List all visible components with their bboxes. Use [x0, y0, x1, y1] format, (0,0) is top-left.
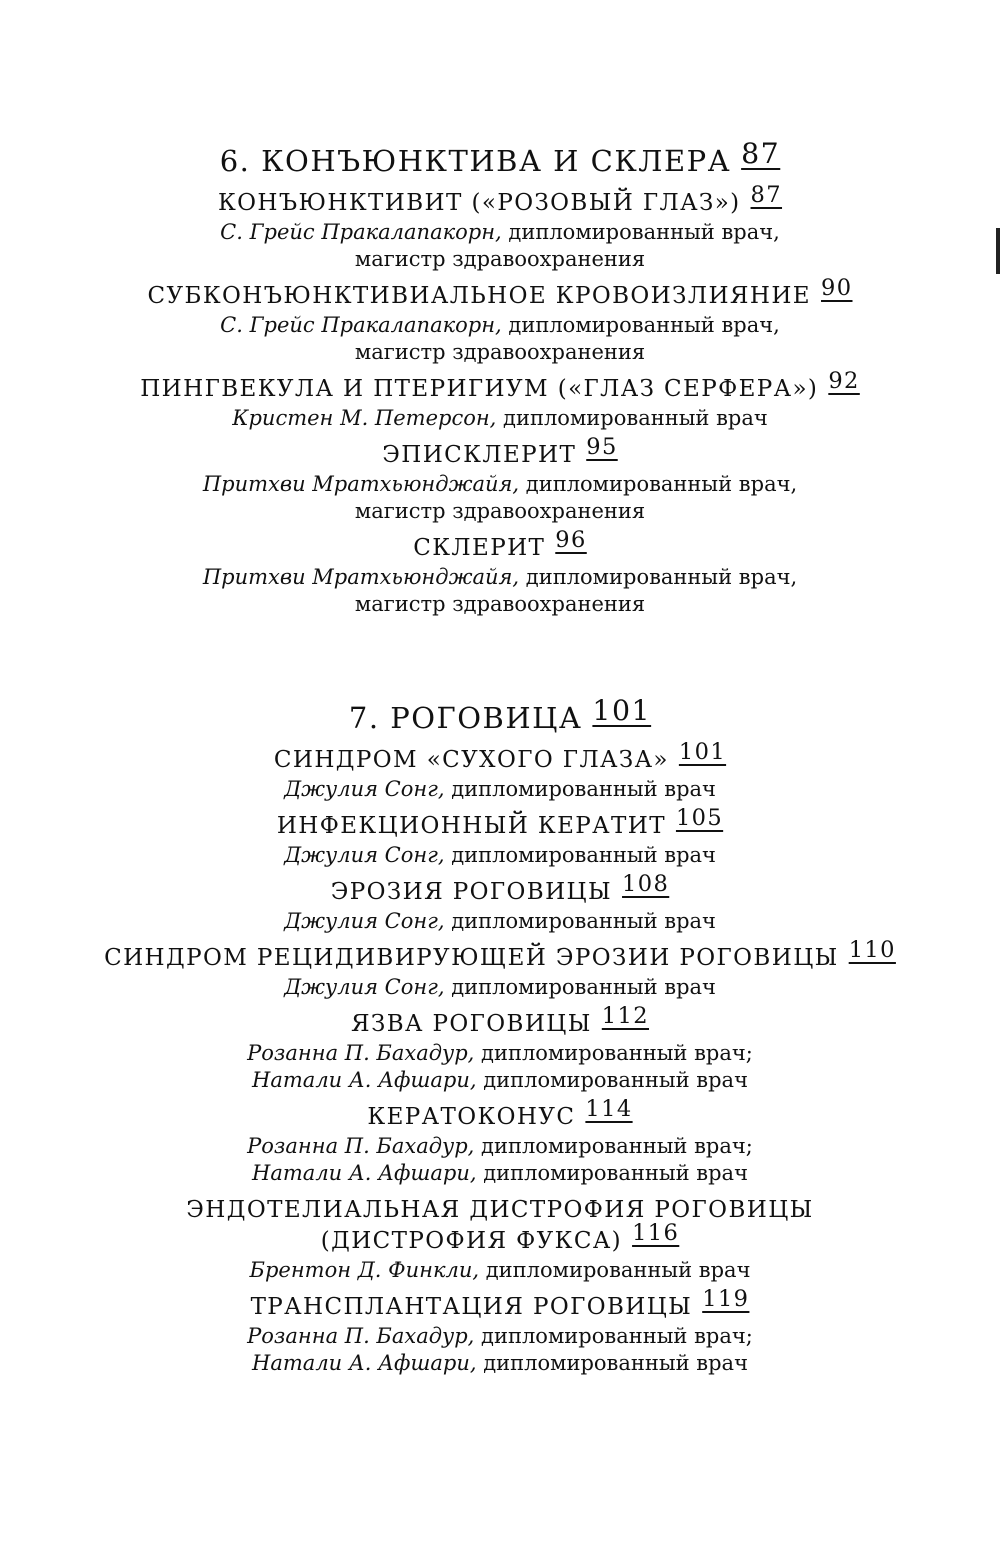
author-credential-extra: магистр здравоохранения	[354, 592, 646, 616]
author-name: Розанна П. Бахадур,	[247, 1324, 475, 1348]
entry-authors	[0, 974, 1000, 1001]
entry-title: СКЛЕРИТ 96	[413, 527, 587, 561]
entry-authors	[0, 1323, 1000, 1377]
author-credential: дипломированный врач,	[525, 472, 798, 496]
author-credential: дипломированный врач	[451, 843, 716, 867]
author-credential: дипломированный врач,	[508, 220, 780, 244]
author-name: Розанна П. Бахадур,	[247, 1134, 475, 1158]
author-credential: дипломированный врач	[451, 777, 716, 801]
page-number[interactable]: 108	[622, 871, 670, 897]
author-credential: дипломированный врач	[483, 1161, 748, 1185]
section-title: 7. РОГОВИЦА 101	[348, 694, 652, 735]
page-number[interactable]: 96	[555, 527, 587, 553]
author-credential: дипломированный врач,	[508, 313, 780, 337]
toc-entry	[0, 739, 1000, 803]
entry-title: ЯЗВА РОГОВИЦЫ 112	[350, 1003, 650, 1037]
page-number[interactable]: 101	[592, 694, 652, 727]
author-credential: дипломированный врач;	[481, 1041, 753, 1065]
toc-entry	[0, 368, 1000, 432]
entry-title: СУБКОНЪЮНКТИВИАЛЬНОЕ КРОВОИЗЛИЯНИЕ 90	[147, 275, 853, 309]
page-number[interactable]: 95	[586, 434, 618, 460]
entry-authors	[0, 842, 1000, 869]
page-number[interactable]: 101	[678, 739, 727, 765]
section-title: 6. КОНЪЮНКТИВА И СКЛЕРА 87	[219, 137, 781, 178]
entry-authors	[0, 776, 1000, 803]
entry-authors	[0, 564, 1000, 618]
toc-entry	[0, 527, 1000, 618]
page-number[interactable]: 92	[828, 368, 860, 394]
toc-entry	[0, 1096, 1000, 1187]
entry-authors	[0, 1133, 1000, 1187]
entry-title: КОНЪЮНКТИВИТ («РОЗОВЫЙ ГЛАЗ») 87	[217, 182, 783, 216]
toc-entry	[0, 805, 1000, 869]
author-name: Розанна П. Бахадур,	[247, 1041, 475, 1065]
author-name: Брентон Д. Финкли,	[249, 1258, 480, 1282]
section-6	[0, 137, 1000, 618]
page-number[interactable]: 87	[750, 182, 783, 208]
author-credential: дипломированный врач	[451, 975, 716, 999]
entry-title: ИНФЕКЦИОННЫЙ КЕРАТИТ 105	[276, 805, 724, 839]
author-name: Кристен М. Петерсон,	[232, 406, 497, 430]
page-number[interactable]: 105	[675, 805, 724, 831]
page-edge-mark	[996, 228, 1000, 274]
entry-title: ПИНГВЕКУЛА И ПТЕРИГИУМ («ГЛАЗ СЕРФЕРА») 92	[140, 368, 860, 402]
author-name: Натали А. Афшари,	[252, 1351, 477, 1375]
page-number[interactable]: 87	[741, 137, 781, 170]
toc-entry	[0, 275, 1000, 366]
author-name: Джулия Сонг,	[284, 975, 445, 999]
entry-title: ЭПИСКЛЕРИТ 95	[382, 434, 618, 468]
page-number[interactable]: 119	[702, 1286, 750, 1312]
entry-authors	[0, 405, 1000, 432]
entry-authors	[0, 312, 1000, 366]
author-credential: дипломированный врач	[451, 909, 716, 933]
page-number[interactable]: 114	[585, 1096, 633, 1122]
toc-entry	[0, 871, 1000, 935]
author-name: С. Грейс Пракалапакорн,	[220, 313, 502, 337]
author-credential: дипломированный врач	[485, 1258, 751, 1282]
toc-entry	[0, 937, 1000, 1001]
author-name: С. Грейс Пракалапакорн,	[220, 220, 502, 244]
entry-authors	[0, 908, 1000, 935]
entry-title: ЭРОЗИЯ РОГОВИЦЫ 108	[330, 871, 670, 905]
entry-title: ТРАНСПЛАНТАЦИЯ РОГОВИЦЫ 119	[250, 1286, 750, 1320]
author-credential: дипломированный врач	[483, 1068, 748, 1092]
author-credential: дипломированный врач;	[481, 1324, 753, 1348]
author-name: Джулия Сонг,	[284, 843, 445, 867]
page-number[interactable]: 116	[632, 1220, 680, 1246]
author-credential-extra: магистр здравоохранения	[354, 340, 646, 364]
section-7	[0, 694, 1000, 1377]
author-credential-extra: магистр здравоохранения	[354, 247, 646, 271]
entry-title: СИНДРОМ РЕЦИДИВИРУЮЩЕЙ ЭРОЗИИ РОГОВИЦЫ 110	[104, 937, 896, 971]
toc-entry	[0, 434, 1000, 525]
author-name: Притхви Мратхьюнджайя,	[202, 565, 520, 589]
author-name: Джулия Сонг,	[284, 909, 445, 933]
author-name: Джулия Сонг,	[284, 777, 445, 801]
author-credential: дипломированный врач,	[525, 565, 798, 589]
author-name: Притхви Мратхьюнджайя,	[202, 472, 520, 496]
toc-entry	[0, 1195, 1000, 1284]
entry-title: СИНДРОМ «СУХОГО ГЛАЗА» 101	[273, 739, 727, 773]
entry-title: КЕРАТОКОНУС 114	[367, 1096, 633, 1130]
page-number[interactable]: 110	[848, 937, 896, 963]
author-credential: дипломированный врач	[483, 1351, 748, 1375]
toc-entry	[0, 1286, 1000, 1377]
author-credential-extra: магистр здравоохранения	[354, 499, 646, 523]
toc-entry	[0, 182, 1000, 273]
entry-title: ЭНДОТЕЛИАЛЬНАЯ ДИСТРОФИЯ РОГОВИЦЫ (ДИСТРОФИЯ ФУКСА) 116	[186, 1197, 814, 1254]
author-credential: дипломированный врач	[503, 406, 768, 430]
toc-entry	[0, 1003, 1000, 1094]
entry-authors	[0, 1257, 1000, 1284]
entry-authors	[0, 471, 1000, 525]
author-name: Натали А. Афшари,	[252, 1161, 477, 1185]
page-number[interactable]: 90	[821, 275, 853, 301]
entry-authors	[0, 1040, 1000, 1094]
author-name: Натали А. Афшари,	[252, 1068, 477, 1092]
author-credential: дипломированный врач;	[481, 1134, 753, 1158]
entry-authors	[0, 219, 1000, 273]
page-number[interactable]: 112	[601, 1003, 650, 1029]
